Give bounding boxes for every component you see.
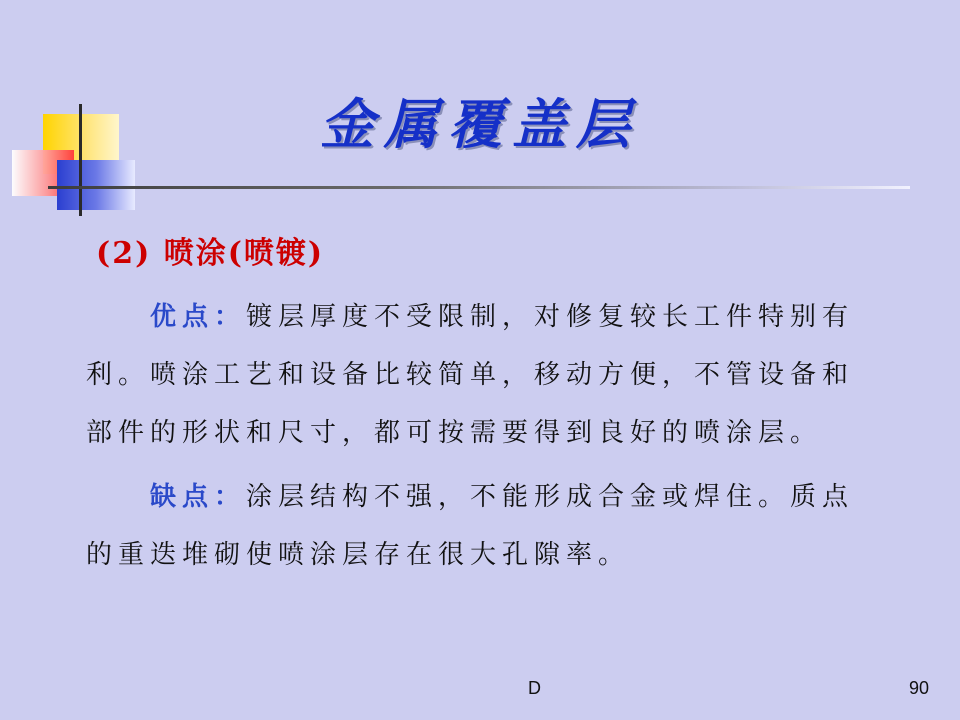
disadvantages-label: 缺点： bbox=[150, 482, 247, 512]
logo-vertical-line bbox=[79, 104, 82, 216]
advantages-label: 优点： bbox=[150, 302, 247, 332]
advantages-text: 镀层厚度不受限制，对修复较长工件特别有利。喷涂工艺和设备比较简单，移动方便，不管设备和部件的形状和尺寸，都可按需要得到良好的喷涂层。 bbox=[86, 302, 855, 448]
logo-blue-square bbox=[57, 160, 135, 210]
page-number: 90 bbox=[909, 678, 930, 698]
title-divider-line bbox=[48, 186, 910, 189]
disadvantages-text: 涂层结构不强，不能形成合金或焊住。质点的重迭堆砌使喷涂层存在很大孔隙率。 bbox=[86, 482, 855, 570]
footer-label: D bbox=[528, 678, 541, 698]
disadvantages-paragraph bbox=[86, 468, 866, 584]
advantages-paragraph bbox=[86, 288, 866, 462]
slide-title: 金属覆盖层 bbox=[320, 92, 640, 156]
section-subheading: (2) 喷涂(喷镀) bbox=[96, 236, 325, 271]
